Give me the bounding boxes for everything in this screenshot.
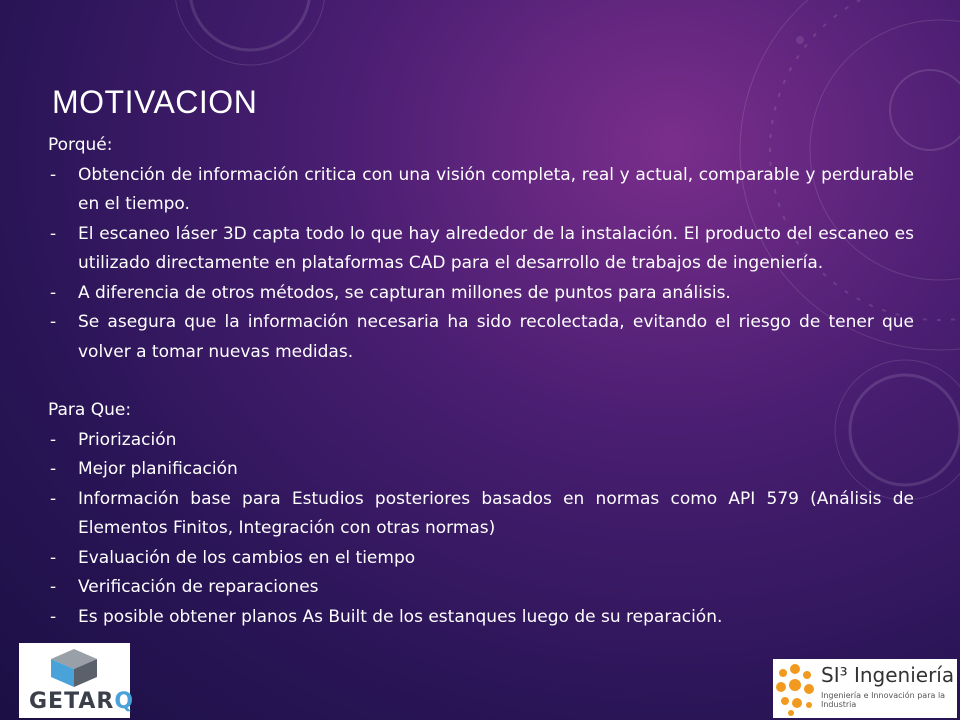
list-item: - Obtención de información critica con una visión completa, real y actual, comparable y perdurable en el tiempo. — [48, 161, 914, 220]
paraque-list — [48, 426, 914, 633]
list-item: - El escaneo láser 3D capta todo lo que hay alrededor de la instalación. El producto del escaneo es utilizado directamente en plataformas CAD para el desarrollo de trabajos de ingeniería. — [48, 220, 914, 279]
slide-title: MOTIVACION — [52, 84, 258, 120]
list-item: - Verificación de reparaciones — [48, 573, 914, 603]
si3-wordmark: SI³ Ingeniería — [821, 663, 955, 687]
dots-logo-icon — [773, 659, 819, 718]
list-item: - Información base para Estudios posteriores basados en normas como API 579 (Análisis de Elementos Finitos, Integración con otras normas) — [48, 485, 914, 544]
list-item: - Se asegura que la información necesaria ha sido recolectada, evitando el riesgo de tener que volver a tomar nuevas medidas. — [48, 308, 914, 367]
getarq-main: GETAR — [29, 689, 115, 714]
si3-tagline: Ingeniería e Innovación para la Industria — [821, 691, 946, 709]
list-item: - Es posible obtener planos As Built de los estanques luego de su reparación. — [48, 603, 914, 633]
getarq-logo — [19, 643, 135, 718]
paraque-heading: Para Que: — [48, 400, 132, 420]
getarq-wordmark — [29, 689, 134, 714]
list-item: - Mejor planificación — [48, 455, 914, 485]
slide-body — [48, 131, 914, 632]
porque-heading: Porqué: — [48, 135, 113, 155]
list-item: - Priorización — [48, 426, 914, 456]
list-item: - Evaluación de los cambios en el tiempo — [48, 544, 914, 574]
si3-logo — [773, 659, 957, 718]
getarq-accent: Q — [114, 689, 135, 714]
list-item: - A diferencia de otros métodos, se capturan millones de puntos para análisis. — [48, 279, 914, 309]
cube-logo-icon — [19, 643, 130, 693]
section-spacer — [48, 367, 914, 396]
porque-list — [48, 161, 914, 368]
